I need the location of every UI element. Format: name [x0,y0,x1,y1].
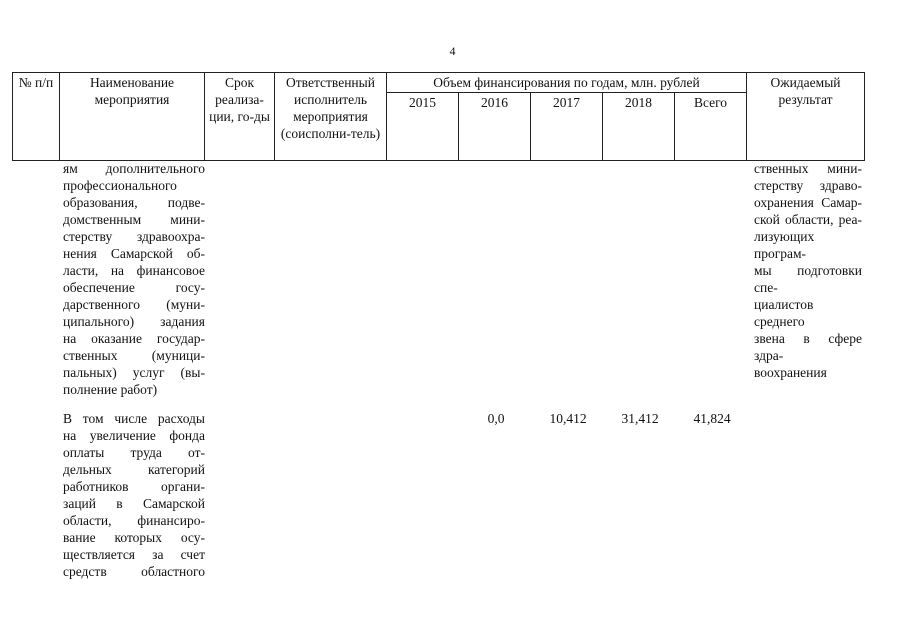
row1-result-line: воохранения [754,365,827,380]
header-year-2018: 2018 [603,93,675,161]
row1-result-line: лизующих програм- [754,229,815,261]
row1-name-line: ственных (муници- [63,348,205,363]
row1-name-line: нения Самарской об- [63,246,205,261]
row1-name-line: дарственного (муни- [63,297,205,312]
row2-name-line: В том числе расходы [63,411,205,426]
row2-name-line: на увеличение фонда [63,428,205,443]
row1-name-line: ципального) задания [63,314,205,329]
row1-result-line: ской области, реа- [754,212,862,227]
row2-name-line: ществляется за счет [63,547,205,562]
row2-name-line: заций в Самарской [63,496,205,511]
row2-value-total: 41,824 [693,411,731,426]
row1-result-line: циалистов среднего [754,297,814,329]
row1-name [63,160,205,398]
header-year-2016: 2016 [459,93,531,161]
row1-name-line: домственным мини- [63,212,205,227]
header-num: № п/п [13,73,60,161]
row2-name-line: дельных категорий [63,462,205,477]
row1-name-line: обеспечение госу- [63,280,205,295]
row1-name-line: образования, подве- [63,195,205,210]
header-result: Ожидаемый результат [747,73,865,161]
row1-name-line: ласти, на финансовое [63,263,205,278]
row1-name-line: пальных) услуг (вы- [63,365,205,380]
header-year-2015: 2015 [387,93,459,161]
row1-result-line: охранения Самар- [754,195,862,210]
table-header [12,72,865,161]
header-total: Всего [675,93,747,161]
header-term: Срок реализа-ции, го-ды [205,73,275,161]
row2-name-line: средств областного [63,564,205,579]
row1-name-line: на оказание государ- [63,331,205,346]
row2-value-2017: 10,412 [549,411,587,426]
header-executor: Ответственный исполнитель мероприятия (соисполни-тель) [275,73,387,161]
row1-name-line: профессионального [63,178,177,193]
row2-value-2018: 31,412 [621,411,659,426]
row1-name-line: полнение работ) [63,382,158,397]
row2-name-line: вание которых осу- [63,530,205,545]
row1-name-line: стерству здравоохра- [63,229,205,244]
row2-name-line: области, финансиро- [63,513,205,528]
row2-value-2016: 0,0 [487,411,505,426]
header-year-2017: 2017 [531,93,603,161]
row2-name-line: оплаты труда от- [63,445,205,460]
row2-name-line: работников органи- [63,479,205,494]
header-name: Наименование мероприятия [60,73,205,161]
row1-name-line: ям дополнительного [63,161,205,176]
row1-result-line: стерству здраво- [754,178,862,193]
page-number: 4 [449,44,456,58]
row1-result-line: мы подготовки спе- [754,263,862,295]
row1-result-line: звена в сфере здра- [754,331,862,363]
header-funding: Объем финансирования по годам, млн. рублей [387,73,747,93]
row2-name [63,410,205,580]
row1-result [754,160,862,381]
row1-result-line: ственных мини- [754,161,862,176]
